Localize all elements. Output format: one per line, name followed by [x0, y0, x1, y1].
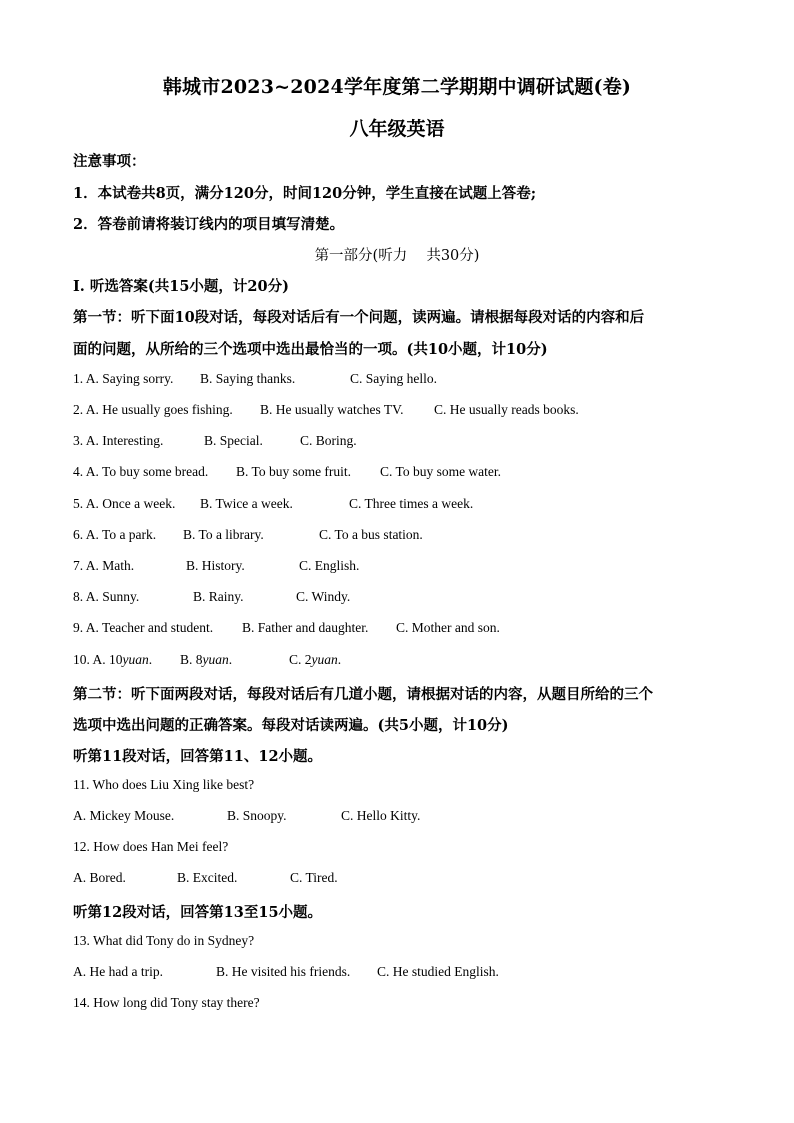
subsection-2-line-2: 选项中选出问题的正确答案。每段对话读两遍。(共5小题，计10分) — [73, 717, 509, 734]
option-c: C. Tired. — [290, 870, 338, 885]
part-1-heading: 第一部分(听力 共30分) — [314, 248, 480, 264]
option-b: B. Rainy. — [193, 589, 244, 604]
page-subtitle: 八年级英语 — [349, 118, 445, 140]
option-c: C. He usually reads books. — [434, 402, 579, 417]
option-a: 6. A. To a park. — [73, 527, 157, 542]
option-b: B. Excited. — [177, 870, 238, 885]
option-a: A. Bored. — [73, 870, 126, 885]
question-row — [73, 558, 359, 574]
question-stem: 14. How long did Tony stay there? — [73, 995, 260, 1010]
option-c-value: C. 2 — [289, 652, 312, 667]
dialog-11-instruction: 听第11段对话，回答第11、12小题。 — [73, 748, 323, 765]
question-row — [73, 402, 579, 418]
option-b: B. Special. — [204, 433, 263, 448]
option-b: B. Twice a week. — [200, 496, 293, 511]
option-a — [73, 652, 180, 668]
option-b: B. Snoopy. — [227, 808, 287, 823]
option-b — [180, 652, 289, 668]
option-c: C. Boring. — [300, 433, 357, 448]
question-row — [73, 964, 499, 980]
dialog-12-instruction: 听第12段对话，回答第13至15小题。 — [73, 904, 323, 921]
option-c — [289, 652, 341, 668]
option-a-period: . — [148, 652, 153, 667]
option-c: C. Three times a week. — [349, 496, 474, 511]
option-b: B. History. — [186, 558, 245, 573]
option-b: B. Father and daughter. — [242, 620, 369, 635]
notice-item-1: 1．本试卷共8页，满分120分，时间120分钟，学生直接在试题上答卷; — [73, 185, 537, 202]
question-row — [73, 527, 423, 543]
option-c-period: . — [337, 652, 342, 667]
question-stem: 11. Who does Liu Xing like best? — [73, 777, 255, 792]
option-a: 8. A. Sunny. — [73, 589, 140, 604]
option-b-period: . — [228, 652, 233, 667]
option-b: B. He usually watches TV. — [260, 402, 404, 417]
option-b: B. He visited his friends. — [216, 964, 351, 979]
option-a-value: 10. A. 10 — [73, 652, 123, 667]
question-row — [73, 620, 500, 636]
option-a: 7. A. Math. — [73, 558, 135, 573]
option-c: C. Windy. — [296, 589, 351, 604]
question-row — [73, 652, 341, 668]
option-c-unit: yuan — [311, 652, 338, 667]
option-a: 9. A. Teacher and student. — [73, 620, 214, 635]
question-row — [73, 496, 473, 512]
option-a: 3. A. Interesting. — [73, 433, 164, 448]
page-title: 韩城市2023~2024学年度第二学期期中调研试题(卷) — [162, 76, 632, 98]
subsection-2-line-1: 第二节：听下面两段对话，每段对话后有几道小题，请根据对话的内容，从题目所给的三个 — [73, 686, 653, 703]
question-row — [73, 589, 350, 605]
option-b: B. Saying thanks. — [200, 371, 296, 386]
subsection-1-line-1: 第一节：听下面10段对话，每段对话后有一个问题，读两遍。请根据每段对话的内容和后 — [73, 309, 645, 326]
section-1-heading: Ⅰ. 听选答案(共15小题，计20分) — [73, 278, 289, 295]
notice-item-2: 2．答卷前请将装订线内的项目填写清楚。 — [73, 216, 345, 233]
option-b: B. To buy some fruit. — [236, 464, 352, 479]
option-a: A. Mickey Mouse. — [73, 808, 175, 823]
question-stem: 12. How does Han Mei feel? — [73, 839, 229, 854]
question-stem: 13. What did Tony do in Sydney? — [73, 933, 255, 948]
option-a: 1. A. Saying sorry. — [73, 371, 174, 386]
question-row — [73, 371, 437, 387]
notice-heading: 注意事项： — [73, 153, 146, 170]
question-row — [73, 464, 501, 480]
option-c: C. To a bus station. — [319, 527, 423, 542]
option-b-value: B. 8 — [180, 652, 203, 667]
option-b-unit: yuan — [202, 652, 229, 667]
option-c: C. Mother and son. — [396, 620, 500, 635]
question-row — [73, 808, 420, 824]
question-row — [73, 870, 338, 886]
option-a: 2. A. He usually goes fishing. — [73, 402, 233, 417]
option-a: 4. A. To buy some bread. — [73, 464, 209, 479]
option-a-unit: yuan — [122, 652, 149, 667]
option-c: C. To buy some water. — [380, 464, 502, 479]
question-row — [73, 433, 357, 449]
option-c: C. He studied English. — [377, 964, 499, 979]
option-a: A. He had a trip. — [73, 964, 163, 979]
option-c: C. English. — [299, 558, 360, 573]
option-b: B. To a library. — [183, 527, 264, 542]
option-c: C. Hello Kitty. — [341, 808, 421, 823]
option-a: 5. A. Once a week. — [73, 496, 176, 511]
subsection-1-line-2: 面的问题，从所给的三个选项中选出最恰当的一项。(共10小题，计10分) — [73, 341, 548, 358]
option-c: C. Saying hello. — [350, 371, 437, 386]
